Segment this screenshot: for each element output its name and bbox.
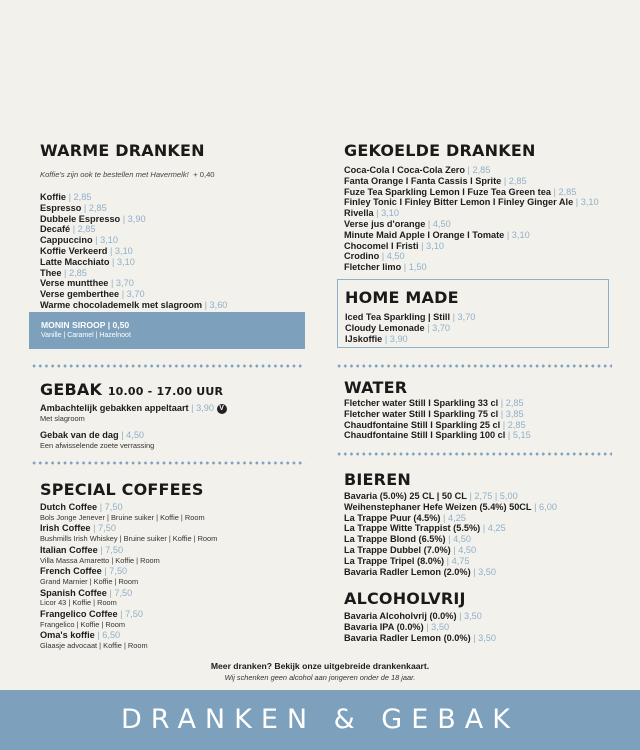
list-item: IJskoffie | 3,90 (345, 333, 408, 344)
gebak-list: Ambachtelijk gebakken appeltaart | 3,90 V Met slagroom Gebak van de dag | 4,50 Een afwisselende zoete verrassing (40, 403, 310, 452)
havermelk-note: Koffie's zijn ook te bestellen met Havermelk! + 0,40 (40, 170, 215, 179)
list-item: La Trappe Witte Trappist (5.5%) | 4,25 (344, 523, 506, 534)
list-item: Italian Coffee | 7,50 (40, 544, 124, 555)
list-item: Cappuccino | 3,10 (40, 235, 118, 246)
list-item: Fletcher water Still I Sparkling 75 cl | 3,85 (344, 408, 524, 419)
list-item: Koffie | 2,85 (40, 192, 92, 202)
list-item: Latte Macchiato | 3,10 (40, 256, 135, 267)
vegan-icon: V (217, 404, 227, 414)
cold-list (344, 165, 614, 273)
special-coffees-section (40, 480, 310, 652)
dotted-divider (336, 452, 612, 456)
list-item: Gebak van de dag | 4,50 (40, 430, 145, 441)
list-item: Koffie Verkeerd | 3,10 (40, 245, 133, 256)
dotted-divider (31, 461, 305, 465)
list-item: Spanish Coffee | 7,50 (40, 587, 133, 598)
dotted-divider (31, 364, 305, 368)
list-item: La Trappe Blond (6.5%) | 4,50 (344, 534, 471, 545)
gekoelde-dranken-section (344, 141, 614, 273)
list-item: Dubbele Espresso | 3,90 (40, 213, 146, 224)
warme-dranken-section (40, 141, 310, 311)
item-description: Villa Massa Amaretto | Koffie | Room (40, 555, 160, 565)
list-item: Frangelico Coffee | 7,50 (40, 608, 143, 619)
list-item: Oma's koffie | 6,50 (40, 630, 121, 641)
gebak-section (40, 380, 310, 452)
list-item: La Trappe Dubbel (7.0%) | 4,50 (344, 544, 477, 555)
list-item: La Trappe Tripel (8.0%) | 4,75 (344, 555, 470, 566)
list-item: Finley Tonic I Finley Bitter Lemon I Finley Ginger Ale | 3,10 (344, 197, 599, 208)
water-section (344, 378, 614, 441)
list-item: Thee | 2,85 (40, 267, 87, 278)
item-description: Grand Marnier | Koffie | Room (40, 576, 139, 586)
list-item: Minute Maid Apple I Orange I Tomate | 3,10 (344, 229, 530, 240)
warm-list (40, 192, 310, 311)
list-item: Verse gemberthee | 3,70 (40, 289, 145, 300)
home-made-box (337, 279, 609, 348)
monin-title: MONIN SIROOP | 0,50 (41, 320, 130, 330)
section-title: HOME MADE (345, 288, 459, 307)
list-item: Warme chocolademelk met slagroom | 3,60 (40, 299, 228, 310)
list-item: Rivella | 3,10 (344, 208, 400, 219)
bieren-list (344, 491, 614, 577)
list-item: Bavaria (5.0%) 25 CL | 50 CL | 2,75 | 5,00 (344, 491, 518, 501)
list-item: Chocomel I Fristi | 3,10 (344, 240, 444, 251)
list-item: Fletcher water Still I Sparkling 33 cl | 2,85 (344, 398, 524, 408)
water-list (344, 398, 614, 441)
item-description: Frangelico | Koffie | Room (40, 619, 126, 629)
section-title: SPECIAL COFFEES (40, 480, 204, 499)
list-item: Bavaria Alcoholvrij (0.0%) | 3,50 (344, 611, 482, 621)
special-list (40, 502, 310, 652)
section-title: GEKOELDE DRANKEN (344, 141, 536, 160)
footer-banner: DRANKEN & GEBAK (0, 690, 640, 750)
list-item: Irish Coffee | 7,50 (40, 523, 116, 534)
age-notice: Wij schenken geen alcohol aan jongeren onder de 18 jaar. (224, 673, 416, 682)
list-item: Bavaria IPA (0.0%) | 3,50 (344, 621, 450, 632)
monin-flavours: Vanille | Caramel | Hazelnoot (41, 332, 131, 339)
item-description: Licor 43 | Koffie | Room (40, 598, 117, 608)
alcoholvrij-list (344, 611, 614, 643)
meer-dranken-text: Meer dranken? Bekijk onze uitgebreide drankenkaart. (210, 661, 430, 671)
section-title: ALCOHOLVRIJ (344, 589, 466, 608)
section-title: GEBAK 10.00 - 17.00 UUR (40, 380, 224, 399)
section-title: WATER (344, 378, 408, 397)
bieren-section (344, 470, 614, 577)
item-description: Bols Jonge Jenever | Bruine suiker | Koffie | Room (40, 512, 205, 522)
list-item: Iced Tea Sparkling | Still | 3,70 (345, 312, 476, 322)
list-item: Bavaria Radler Lemon (0.0%) | 3,50 (344, 632, 497, 643)
list-item: Coca-Cola I Coca-Cola Zero | 2,85 (344, 165, 491, 175)
list-item: Chaudfontaine Still I Sparkling 100 cl | 5,15 (344, 430, 531, 441)
dotted-divider (336, 364, 612, 368)
list-item: Fanta Orange I Fanta Cassis I Sprite | 2,85 (344, 175, 527, 186)
list-item: Ambachtelijk gebakken appeltaart | 3,90 V (40, 403, 310, 414)
list-item: French Coffee | 7,50 (40, 566, 128, 577)
item-description: Glaasje advocaat | Koffie | Room (40, 641, 148, 651)
homemade-list (345, 312, 601, 344)
list-item: Fuze Tea Sparkling Lemon I Fuze Tea Green tea | 2,85 (344, 186, 577, 197)
list-item: Bavaria Radler Lemon (2.0%) | 3,50 (344, 566, 497, 577)
list-item: Decafé | 2,85 (40, 224, 96, 235)
list-item: Dutch Coffee | 7,50 (40, 502, 123, 512)
list-item: Fletcher limo | 1,50 (344, 262, 427, 273)
section-title: BIEREN (344, 470, 411, 489)
monin-siroop-box (29, 312, 305, 349)
list-item: Espresso | 2,85 (40, 202, 107, 213)
item-description: Bushmills Irish Whiskey | Bruine suiker | Koffie | Room (40, 534, 218, 544)
list-item: La Trappe Puur (4.5%) | 4,25 (344, 512, 466, 523)
list-item: Verse muntthee | 3,70 (40, 278, 134, 289)
list-item: Crodino | 4,50 (344, 251, 405, 262)
list-item: Verse jus d'orange | 4,50 (344, 218, 451, 229)
alcoholvrij-section (344, 589, 614, 643)
list-item: Weihenstephaner Hefe Weizen (5.4%) 50CL | 6,00 (344, 501, 557, 512)
list-item: Cloudy Lemonade | 3,70 (345, 322, 451, 333)
section-title: WARME DRANKEN (40, 141, 205, 160)
list-item: Chaudfontaine Still I Sparkling 25 cl | 2,85 (344, 419, 526, 430)
